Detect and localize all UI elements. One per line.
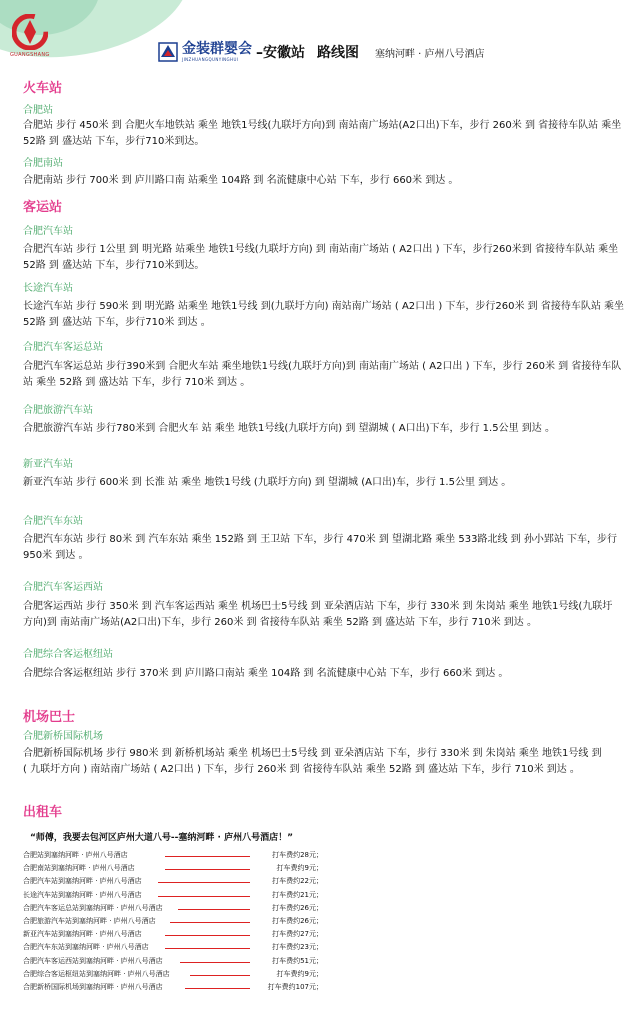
taxi-route-name: 长途汽车站到塞纳河畔 · 庐州八号酒店 <box>23 890 142 899</box>
taxi-leader-line <box>165 948 250 949</box>
brand-logo-icon <box>12 14 48 50</box>
route-line: 52路 到 盛达站 下车，步行710米 到达 。 <box>23 317 211 328</box>
taxi-route-name: 合肥站到塞纳河畔 · 庐州八号酒店 <box>23 851 128 859</box>
route-name: 合肥综合客运枢纽站 <box>23 649 113 660</box>
page-subtitle: 路线图 <box>317 45 359 61</box>
logo-en: JINZHUANGQUNYINGHUI <box>182 56 239 62</box>
taxi-row <box>23 903 323 916</box>
route-line: 合肥南站 步行 700米 到 庐川路口南 站乘坐 104路 到 名流健康中心站 下车，步行 660米 到达 。 <box>23 175 459 186</box>
route-name: 合肥汽车东站 <box>23 516 83 527</box>
taxi-route-name: 合肥综合客运枢纽站到塞纳河畔 · 庐州八号酒店 <box>23 969 170 978</box>
section-title: 客运站 <box>23 200 63 215</box>
taxi-fare: 打车费约9元； <box>276 969 323 978</box>
taxi-fare: 打车费约26元； <box>272 917 323 925</box>
route-name: 合肥站 <box>23 105 53 116</box>
taxi-row <box>23 876 323 889</box>
taxi-row <box>23 956 323 969</box>
taxi-leader-line <box>180 962 250 963</box>
route-line: 合肥汽车东站 步行 80米 到 汽车东站 乘坐 152路 到 王卫站 下车，步行 470米 到 望湖北路 乘坐 533路北线 到 孙小郢站 下车，步行 <box>23 534 618 545</box>
logo-name: 金装群婴会 <box>182 40 252 57</box>
taxi-route-name: 合肥南站到塞纳河畔 · 庐州八号酒店 <box>23 864 135 873</box>
route-line: 长途汽车站 步行 590米 到 明光路 站乘坐 地铁1号线 到(九联圩方向) 南站南广场站 ( A2口出 ) 下车，步行260米 到 省接待车队站 乘坐 <box>23 301 625 312</box>
taxi-route-name: 合肥汽车客运总站到塞纳河畔 · 庐州八号酒店 <box>23 903 163 912</box>
taxi-fare: 打车费约107元； <box>267 983 323 991</box>
section-title: 火车站 <box>23 81 63 96</box>
taxi-route-name: 合肥旅游汽车站到塞纳河畔 · 庐州八号酒店 <box>23 917 156 925</box>
jinzhuang-logo-text <box>182 42 252 63</box>
taxi-row <box>23 929 323 942</box>
taxi-leader-line <box>165 869 250 870</box>
route-name: 新亚汽车站 <box>23 459 73 470</box>
taxi-fare: 打车费约28元； <box>272 851 323 859</box>
taxi-fare: 打车费约23元； <box>272 943 323 952</box>
taxi-leader-line <box>190 975 250 976</box>
route-line: 合肥新桥国际机场 步行 980米 到 新桥机场站 乘坐 机场巴士5号线 到 亚朵酒店站 下车，步行 330米 到 朱岗站 乘坐 地铁1号线 到 <box>23 748 602 759</box>
taxi-route-name: 合肥汽车东站到塞纳河畔 · 庐州八号酒店 <box>23 943 149 952</box>
route-name: 合肥新桥国际机场 <box>23 731 103 742</box>
taxi-route-name: 合肥汽车站到塞纳河畔 · 庐州八号酒店 <box>23 877 142 886</box>
taxi-leader-line <box>165 856 250 857</box>
route-name: 合肥汽车站 <box>23 226 73 237</box>
taxi-leader-line <box>170 922 250 923</box>
route-line: 950米 到达 。 <box>23 550 89 561</box>
taxi-row <box>23 890 323 903</box>
section-title: 出租车 <box>23 805 63 820</box>
route-name: 合肥南站 <box>23 158 63 169</box>
route-line: 合肥汽车客运总站 步行390米到 合肥火车站 乘坐地铁1号线(九联圩方向)到 南站南广场站 ( A2口出 ) 下车，步行 260米 到 省接待车队 <box>23 361 622 372</box>
route-name: 合肥汽车客运西站 <box>23 582 103 593</box>
route-line: 新亚汽车站 步行 600米 到 长淮 站 乘坐 地铁1号线 (九联圩方向) 到 望湖城 (A口出)车，步行 1.5公里 到达 。 <box>23 477 512 488</box>
route-line: 合肥汽车站 步行 1公里 到 明光路 站乘坐 地铁1号线(九联圩方向) 到 南站南广场站 ( A2口出 ) 下车，步行260米到 省接待车队站 乘坐 <box>23 244 619 255</box>
taxi-fare: 打车费约27元； <box>272 930 323 939</box>
page-title: –安徽站 <box>256 45 305 61</box>
route-line: 合肥客运西站 步行 350米 到 汽车客运西站 乘坐 机场巴士5号线 到 亚朵酒店站 下车，步行 330米 到 朱岗站 乘坐 地铁1号线(九联圩 <box>23 601 613 612</box>
taxi-row <box>23 982 323 995</box>
route-name: 合肥汽车客运总站 <box>23 342 103 353</box>
taxi-route-name: 新亚汽车站到塞纳河畔 · 庐州八号酒店 <box>23 930 142 939</box>
taxi-route-name: 合肥汽车客运西站到塞纳河畔 · 庐州八号酒店 <box>23 956 163 965</box>
hotel-name: 塞纳河畔 · 庐州八号酒店 <box>375 48 485 60</box>
taxi-row <box>23 969 323 982</box>
route-line: 方向)到 南站南广场站(A2口出)下车，步行 260米 到 省接待车队站 乘坐 52路 到 盛达站 下车，步行 710米 到达 。 <box>23 617 537 628</box>
taxi-row <box>23 863 323 876</box>
route-name: 长途汽车站 <box>23 283 73 294</box>
taxi-fare: 打车费约51元； <box>272 956 323 965</box>
taxi-leader-line <box>158 896 250 897</box>
taxi-row <box>23 850 323 863</box>
route-line: 合肥综合客运枢纽站 步行 370米 到 庐川路口南站 乘坐 104路 到 名流健康中心站 下车，步行 660米 到达 。 <box>23 668 509 679</box>
title-bar <box>158 38 485 66</box>
taxi-fare: 打车费约9元； <box>276 864 323 873</box>
taxi-leader-line <box>165 935 250 936</box>
taxi-fare: 打车费约21元； <box>272 890 323 899</box>
section-title: 机场巴士 <box>23 710 76 725</box>
taxi-row <box>23 942 323 955</box>
taxi-fare: 打车费约22元； <box>272 877 323 886</box>
taxi-leader-line <box>185 988 250 989</box>
brand-small-text: GUANGSHANG <box>10 52 50 58</box>
jinzhuang-logo-icon <box>158 42 178 62</box>
route-line: 52路 到 盛达站 下车，步行710米到达。 <box>23 136 205 147</box>
route-line: 站 乘坐 52路 到 盛达站 下车，步行 710米 到达 。 <box>23 377 251 388</box>
route-line: 合肥站 步行 450米 到 合肥火车地铁站 乘坐 地铁1号线(九联圩方向)到 南站南广场站(A2口出)下车，步行 260米 到 省接待车队站 乘坐 <box>23 120 622 131</box>
taxi-leader-line <box>178 909 250 910</box>
taxi-route-name: 合肥新桥国际机场到塞纳河畔 · 庐州八号酒店 <box>23 983 163 991</box>
route-line: ( 九联圩方向 ) 南站南广场站 ( A2口出 ) 下车，步行 260米 到 省接待车队站 乘坐 52路 到 盛达站 下车，步行 710米 到达 。 <box>23 764 580 775</box>
taxi-row <box>23 916 323 929</box>
taxi-leader-line <box>158 882 250 883</box>
route-line: 合肥旅游汽车站 步行780米到 合肥火车 站 乘坐 地铁1号线(九联圩方向) 到 望湖城 ( A口出)下车，步行 1.5公里 到达 。 <box>23 423 555 434</box>
route-name: 合肥旅游汽车站 <box>23 405 93 416</box>
route-line: 52路 到 盛达站 下车，步行710米到达。 <box>23 260 205 271</box>
taxi-fare: 打车费约26元； <box>272 903 323 912</box>
taxi-quote: “师傅，我要去包河区庐州大道八号--塞纳河畔 · 庐州八号酒店！” <box>30 833 293 843</box>
